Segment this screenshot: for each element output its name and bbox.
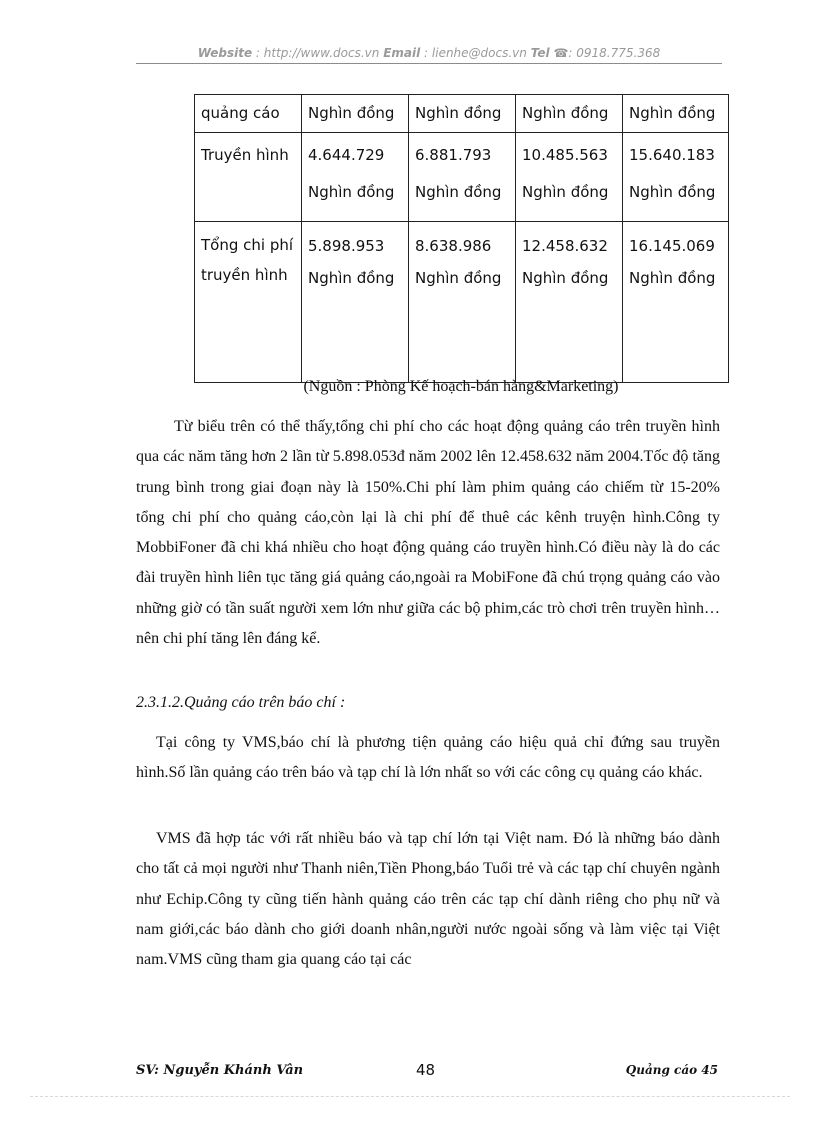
table-cell: Nghìn đồng bbox=[623, 95, 729, 133]
website-value: : http://www.docs.vn bbox=[255, 46, 380, 60]
table-cell: 15.640.183 Nghìn đồng bbox=[623, 133, 729, 222]
table-cell: Nghìn đồng bbox=[516, 95, 623, 133]
footer-chapter: Quảng cáo 45 bbox=[625, 1063, 718, 1077]
email-label: Email bbox=[383, 46, 421, 60]
table-cell: 8.638.986 Nghìn đồng bbox=[409, 222, 516, 383]
page-number: 48 bbox=[416, 1061, 436, 1079]
table-row bbox=[195, 95, 729, 133]
section-heading: 2.3.1.2.Quảng cáo trên báo chí : bbox=[136, 694, 346, 711]
row-label: Truyền hình bbox=[195, 133, 302, 222]
table-cell: Nghìn đồng bbox=[302, 95, 409, 133]
table-cell: 4.644.729 Nghìn đồng bbox=[302, 133, 409, 222]
table-source-note: (Nguồn : Phòng Kế hoạch-bán hàng&Marketing) bbox=[303, 378, 619, 395]
footer-author: SV: Nguyễn Khánh Vân bbox=[136, 1063, 304, 1078]
paragraph-tv-costs: Từ biểu trên có thể thấy,tổng chi phí cho các hoạt động quảng cáo trên truyền hình qua các năm tăng hơn 2 lần từ 5.898.053đ năm 2002 lên 12.458.632 năm 2004.Tốc độ tăng trung bình trong giai đoạn này là 150%.Chi phí làm phim quảng cáo chiếm từ 15-20% tổng chi phí cho quảng cáo,còn lại là chi phí để thuê các kênh truyện hình.Công ty MobbiFoner đã chi khá nhiều cho hoạt động quảng cáo truyền hình.Có điều này là do các đài truyền hình liên tục tăng giá quảng cáo,ngoài ra MobiFone đã chú trọng quảng cáo vào những giờ có tần suất người xem lớn như giữa các bộ phim,các trò chơi trên truyền hình…nên chi phí tăng lên đáng kể. bbox=[136, 418, 720, 648]
tel-label: Tel bbox=[530, 46, 550, 60]
page-header bbox=[136, 46, 722, 64]
table-cell: 12.458.632 Nghìn đồng bbox=[516, 222, 623, 383]
table-row bbox=[195, 133, 729, 222]
website-label: Website bbox=[197, 46, 253, 60]
row-label: Tổng chi phí truyền hình bbox=[195, 222, 302, 383]
table-cell: 10.485.563 Nghìn đồng bbox=[516, 133, 623, 222]
cost-table bbox=[194, 94, 729, 383]
paragraph-press-intro: Tại công ty VMS,báo chí là phương tiện quảng cáo hiệu quả chỉ đứng sau truyền hình.Số lần quảng cáo trên báo và tạp chí là lớn nhất so với các công cụ quảng cáo khác. bbox=[136, 734, 720, 782]
tel-value: : 0918.775.368 bbox=[568, 46, 661, 60]
phone-icon: ☎ bbox=[553, 46, 569, 60]
paragraph-press-partners: VMS đã hợp tác với rất nhiều báo và tạp chí lớn tại Việt nam. Đó là những báo dành cho tất cả mọi người như Thanh niên,Tiền Phong,báo Tuổi trẻ và các tạp chí chuyên ngành như Echip.Công ty cũng tiến hành quảng cáo trên các tạp chí dành riêng cho phụ nữ và nam giới,các báo dành cho giới doanh nhân,người nước ngoài sống và làm việc tại Việt nam.VMS cũng tham gia quang cáo tại các bbox=[136, 830, 720, 969]
table-cell: 6.881.793 Nghìn đồng bbox=[409, 133, 516, 222]
bottom-divider bbox=[30, 1096, 790, 1097]
email-value: : lienhe@docs.vn bbox=[424, 46, 527, 60]
page-footer bbox=[136, 1063, 720, 1083]
table-cell: 5.898.953 Nghìn đồng bbox=[302, 222, 409, 383]
table-cell: Nghìn đồng bbox=[409, 95, 516, 133]
table-cell: 16.145.069 Nghìn đồng bbox=[623, 222, 729, 383]
table-row bbox=[195, 222, 729, 383]
row-label: quảng cáo bbox=[195, 95, 302, 133]
